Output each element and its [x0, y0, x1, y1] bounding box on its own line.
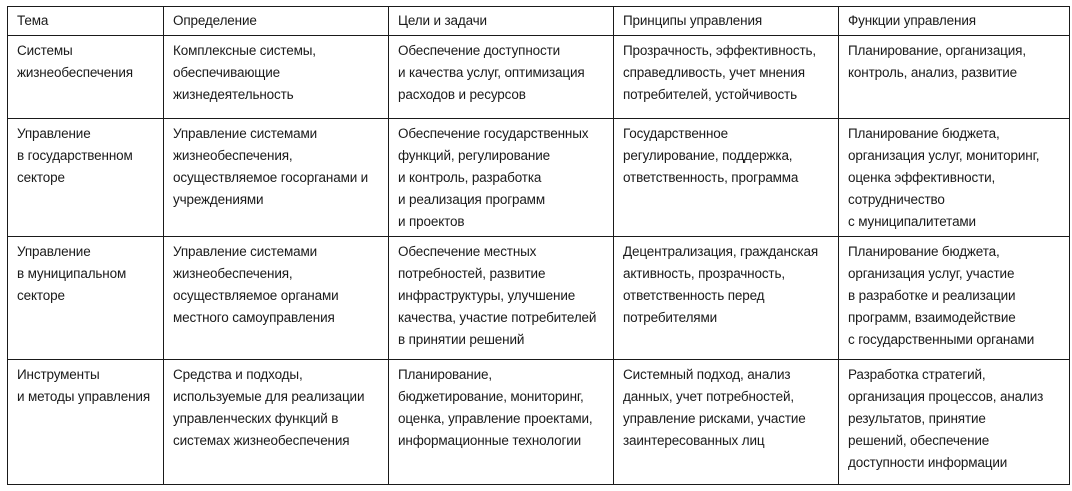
header-row [8, 7, 1070, 36]
cell-goals: Планирование, бюджетирование, мониторинг, оценка, управление проектами, информационные технологии [389, 359, 614, 484]
table-row [8, 36, 1070, 119]
cell-functions: Разработка стратегий, организация процессов, анализ результатов, принятие решений, обеспечение доступности информации [839, 359, 1070, 484]
header-cell-definition: Определение [164, 7, 389, 36]
cell-definition: Комплексные системы, обеспечивающие жизнедеятельность [164, 36, 389, 119]
header-cell-principles: Принципы управления [614, 7, 839, 36]
cell-functions: Планирование бюджета, организация услуг, участие в разработке и реализации программ, взаимодействие с государственными органами [839, 236, 1070, 359]
cell-goals: Обеспечение доступности и качества услуг, оптимизация расходов и ресурсов [389, 36, 614, 119]
cell-goals: Обеспечение государственных функций, регулирование и контроль, разработка и реализация программ и проектов [389, 118, 614, 236]
cell-principles: Системный подход, анализ данных, учет потребностей, управление рисками, участие заинтересованных лиц [614, 359, 839, 484]
table-row [8, 359, 1070, 484]
cell-topic: Инструменты и методы управления [8, 359, 164, 484]
cell-functions: Планирование, организация, контроль, анализ, развитие [839, 36, 1070, 119]
cell-topic: Управление в муниципальном секторе [8, 236, 164, 359]
header-cell-goals: Цели и задачи [389, 7, 614, 36]
cell-principles: Децентрализация, гражданская активность, прозрачность, ответственность перед потребителями [614, 236, 839, 359]
cell-definition: Управление системами жизнеобеспечения, осуществляемое госорганами и учреждениями [164, 118, 389, 236]
cell-definition: Средства и подходы, используемые для реализации управленческих функций в системах жизнеобеспечения [164, 359, 389, 484]
cell-topic: Управление в государственном секторе [8, 118, 164, 236]
cell-principles: Государственное регулирование, поддержка, ответственность, программа [614, 118, 839, 236]
cell-principles: Прозрачность, эффективность, справедливость, учет мнения потребителей, устойчивость [614, 36, 839, 119]
header-cell-functions: Функции управления [839, 7, 1070, 36]
cell-functions: Планирование бюджета, организация услуг, мониторинг, оценка эффективности, сотрудничество с муниципалитетами [839, 118, 1070, 236]
cell-definition: Управление системами жизнеобеспечения, осуществляемое органами местного самоуправления [164, 236, 389, 359]
table-row [8, 118, 1070, 236]
table-row [8, 236, 1070, 359]
cell-topic: Системы жизнеобеспечения [8, 36, 164, 119]
cell-goals: Обеспечение местных потребностей, развитие инфраструктуры, улучшение качества, участие потребителей в принятии решений [389, 236, 614, 359]
header-cell-topic: Тема [8, 7, 164, 36]
management-table [7, 6, 1070, 485]
